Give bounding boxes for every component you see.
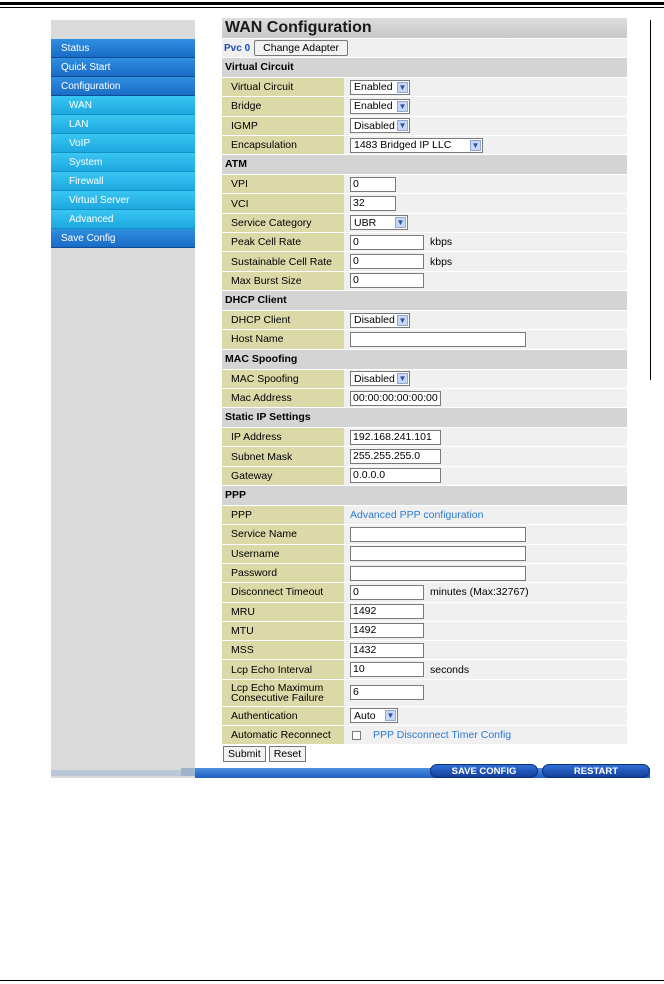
row-service-name	[222, 524, 627, 543]
mac-address-input[interactable]: 00:00:00:00:00:00	[350, 391, 441, 406]
row-vpi	[222, 174, 627, 193]
ip-address-input[interactable]: 192.168.241.101	[350, 430, 441, 445]
submit-button[interactable]: Submit	[223, 746, 266, 762]
password-input[interactable]	[350, 566, 526, 581]
sustainable-cell-rate-input[interactable]: 0	[350, 254, 424, 269]
section-atm: ATM	[222, 154, 627, 174]
row-mss	[222, 640, 627, 659]
pvc-label: Pvc 0	[224, 42, 251, 54]
row-disconnect-timeout	[222, 582, 627, 601]
mtu-label: MTU	[222, 622, 344, 640]
mru-input[interactable]: 1492	[350, 604, 424, 619]
disconnect-timeout-input[interactable]: 0	[350, 585, 424, 600]
unit-label: kbps	[430, 236, 453, 249]
subnet-mask-label: Subnet Mask	[222, 447, 344, 465]
chevron-down-icon: ▼	[398, 374, 407, 384]
wan-config-panel	[222, 18, 627, 764]
sidebar-item-voip[interactable]: VoIP	[51, 134, 195, 153]
row-host-name	[222, 329, 627, 348]
sidebar-item-virtual-server[interactable]: Virtual Server	[51, 191, 195, 210]
section-static-ip: Static IP Settings	[222, 407, 627, 427]
row-mru	[222, 602, 627, 621]
authentication-label: Authentication	[222, 707, 344, 725]
row-mac-address	[222, 388, 627, 407]
service-name-label: Service Name	[222, 525, 344, 543]
mss-input[interactable]: 1432	[350, 643, 424, 658]
service-name-input[interactable]	[350, 527, 526, 542]
row-bridge	[222, 96, 627, 115]
row-gateway	[222, 466, 627, 485]
row-mtu	[222, 621, 627, 640]
sidebar-item-status[interactable]: Status	[51, 39, 195, 58]
sidebar	[51, 20, 195, 778]
igmp-label: IGMP	[222, 117, 344, 135]
mru-label: MRU	[222, 603, 344, 621]
row-igmp	[222, 116, 627, 135]
main-content	[195, 8, 650, 768]
sustainable-cell-rate-label: Sustainable Cell Rate	[222, 252, 344, 270]
sidebar-item-firewall[interactable]: Firewall	[51, 172, 195, 191]
subnet-mask-input[interactable]: 255.255.255.0	[350, 449, 441, 464]
row-sustainable-cell-rate	[222, 251, 627, 270]
row-vci	[222, 193, 627, 212]
lcp-echo-max-failure-input[interactable]: 6	[350, 685, 424, 700]
chevron-down-icon: ▼	[398, 315, 407, 325]
row-lcp-echo-max-failure	[222, 679, 627, 706]
lcp-echo-interval-input[interactable]: 10	[350, 662, 424, 677]
mtu-input[interactable]: 1492	[350, 623, 424, 638]
lcp-echo-interval-label: Lcp Echo Interval	[222, 660, 344, 678]
disconnect-timeout-label: Disconnect Timeout	[222, 583, 344, 601]
max-burst-size-input[interactable]: 0	[350, 273, 424, 288]
mss-label: MSS	[222, 641, 344, 659]
bridge-select[interactable]: Enabled ▼	[350, 99, 410, 114]
password-label: Password	[222, 564, 344, 582]
vpi-input[interactable]: 0	[350, 177, 396, 192]
gateway-input[interactable]: 0.0.0.0	[350, 468, 441, 483]
virtual-circuit-label: Virtual Circuit	[222, 78, 344, 96]
service-category-label: Service Category	[222, 214, 344, 232]
row-username	[222, 544, 627, 563]
scroll-right-icon[interactable]	[181, 768, 195, 776]
host-name-label: Host Name	[222, 330, 344, 348]
unit-label: kbps	[430, 255, 453, 268]
lcp-echo-max-failure-label: Lcp Echo Maximum Consecutive Failure	[222, 680, 344, 706]
bridge-label: Bridge	[222, 97, 344, 115]
service-category-select[interactable]: UBR ▼	[350, 215, 408, 230]
sidebar-item-advanced[interactable]: Advanced	[51, 210, 195, 229]
chevron-down-icon: ▼	[398, 121, 407, 131]
sidebar-nav	[51, 39, 195, 248]
dhcp-client-select[interactable]: Disabled ▼	[350, 313, 410, 328]
gateway-label: Gateway	[222, 467, 344, 485]
unit-label: minutes (Max:32767)	[430, 586, 529, 599]
row-max-burst-size	[222, 271, 627, 290]
change-adapter-button[interactable]: Change Adapter	[254, 40, 348, 56]
unit-label: seconds	[430, 663, 470, 676]
sidebar-item-save-config[interactable]: Save Config	[51, 229, 195, 248]
row-ip-address	[222, 427, 627, 446]
chevron-down-icon: ▼	[386, 711, 395, 721]
row-service-category	[222, 213, 627, 232]
sidebar-item-lan[interactable]: LAN	[51, 115, 195, 134]
pvc-row	[222, 38, 627, 57]
sidebar-item-quick-start[interactable]: Quick Start	[51, 58, 195, 77]
chevron-down-icon: ▼	[398, 82, 407, 92]
row-password	[222, 563, 627, 582]
authentication-select[interactable]: Auto ▼	[350, 708, 398, 723]
username-label: Username	[222, 545, 344, 563]
row-dhcp-client	[222, 310, 627, 329]
ip-address-label: IP Address	[222, 428, 344, 446]
mac-spoofing-select[interactable]: Disabled ▼	[350, 371, 410, 386]
advanced-ppp-link[interactable]: Advanced PPP configuration	[350, 509, 484, 522]
chevron-down-icon: ▼	[398, 101, 407, 111]
sidebar-item-system[interactable]: System	[51, 153, 195, 172]
dhcp-client-label: DHCP Client	[222, 311, 344, 329]
vertical-divider	[650, 20, 651, 380]
section-ppp: PPP	[222, 485, 627, 505]
encapsulation-select[interactable]: 1483 Bridged IP LLC ▼	[350, 138, 483, 153]
section-dhcp-client: DHCP Client	[222, 290, 627, 310]
row-peak-cell-rate	[222, 232, 627, 251]
encapsulation-label: Encapsulation	[222, 136, 344, 154]
row-subnet-mask	[222, 446, 627, 465]
row-authentication	[222, 706, 627, 725]
section-mac-spoofing: MAC Spoofing	[222, 349, 627, 369]
mac-address-label: Mac Address	[222, 389, 344, 407]
max-burst-size-label: Max Burst Size	[222, 272, 344, 290]
chevron-down-icon: ▼	[471, 140, 480, 150]
peak-cell-rate-label: Peak Cell Rate	[222, 233, 344, 251]
host-name-input[interactable]	[350, 332, 526, 347]
row-virtual-circuit	[222, 77, 627, 96]
peak-cell-rate-input[interactable]: 0	[350, 235, 424, 250]
sidebar-item-configuration[interactable]: Configuration	[51, 77, 195, 96]
ppp-label: PPP	[222, 506, 344, 524]
row-automatic-reconnect	[222, 725, 627, 744]
bottom-rule	[0, 980, 664, 981]
vci-label: VCI	[222, 194, 344, 212]
ppp-disconnect-timer-link[interactable]: PPP Disconnect Timer Config	[373, 729, 512, 742]
row-lcp-echo-interval	[222, 659, 627, 678]
automatic-reconnect-label: Automatic Reconnect	[222, 726, 344, 744]
sidebar-item-wan[interactable]: WAN	[51, 96, 195, 115]
top-rule	[0, 2, 664, 5]
restart-button[interactable]: RESTART	[542, 764, 650, 778]
username-input[interactable]	[350, 546, 526, 561]
page-title: WAN Configuration	[222, 18, 627, 38]
sidebar-scrollbar[interactable]	[51, 770, 195, 776]
igmp-select[interactable]: Disabled ▼	[350, 118, 410, 133]
section-virtual-circuit: Virtual Circuit	[222, 57, 627, 77]
reset-button[interactable]: Reset	[269, 746, 306, 762]
form-actions	[222, 744, 627, 764]
virtual-circuit-select[interactable]: Enabled ▼	[350, 80, 410, 95]
vci-input[interactable]: 32	[350, 196, 396, 211]
save-config-button[interactable]: SAVE CONFIG	[430, 764, 538, 778]
automatic-reconnect-checkbox[interactable]	[352, 731, 361, 740]
row-ppp	[222, 505, 627, 524]
row-mac-spoofing	[222, 369, 627, 388]
mac-spoofing-label: MAC Spoofing	[222, 370, 344, 388]
chevron-down-icon: ▼	[396, 218, 405, 228]
row-encapsulation	[222, 135, 627, 154]
vpi-label: VPI	[222, 175, 344, 193]
